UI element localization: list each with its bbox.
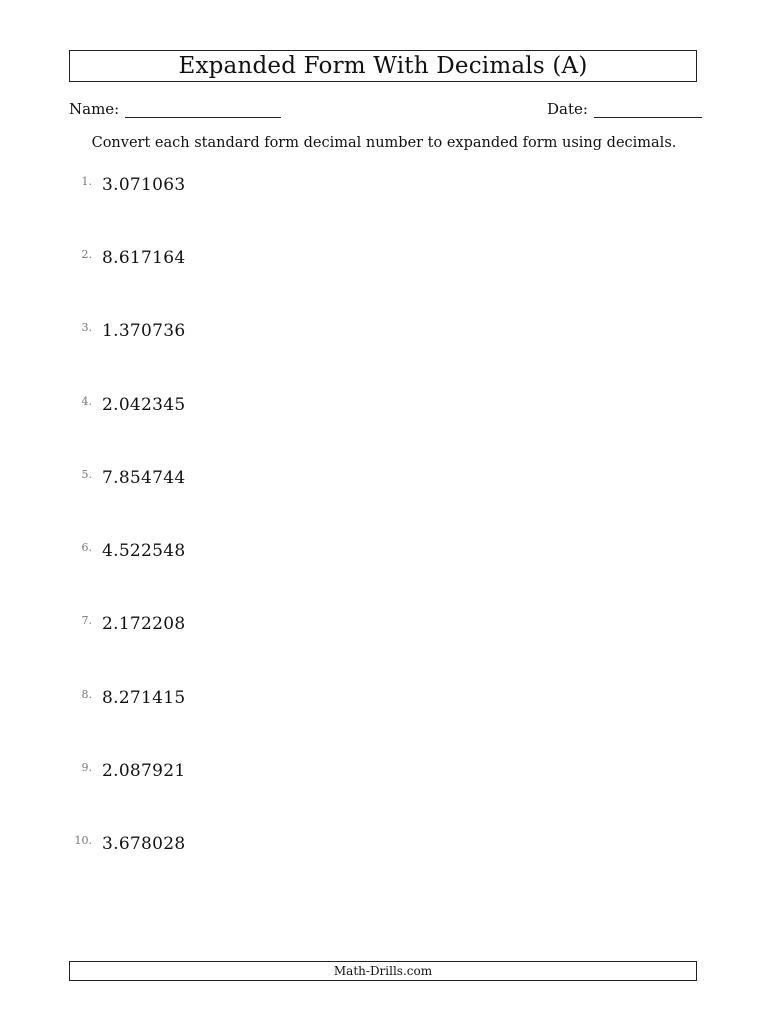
problem-item bbox=[0, 761, 400, 785]
problem-number: 4. bbox=[81, 395, 92, 408]
problem-item bbox=[0, 614, 400, 638]
title-box bbox=[69, 50, 697, 82]
problem-number: 7. bbox=[81, 614, 92, 627]
name-line[interactable] bbox=[125, 97, 281, 118]
problem-value: 4.522548 bbox=[102, 541, 186, 561]
footer-text: Math-Drills.com bbox=[333, 964, 433, 978]
date-field-group bbox=[547, 97, 702, 118]
problem-number: 3. bbox=[81, 321, 92, 334]
problem-number: 2. bbox=[81, 248, 92, 261]
problem-value: 2.042345 bbox=[102, 395, 186, 415]
problem-item bbox=[0, 468, 400, 492]
problem-value: 8.271415 bbox=[102, 688, 186, 708]
footer-box bbox=[69, 961, 697, 981]
problem-item bbox=[0, 321, 400, 345]
problem-value: 1.370736 bbox=[102, 321, 186, 341]
problem-value: 7.854744 bbox=[102, 468, 186, 488]
problem-value: 3.678028 bbox=[102, 834, 186, 854]
name-label: Name: bbox=[69, 100, 120, 118]
problem-number: 6. bbox=[81, 541, 92, 554]
problem-number: 9. bbox=[81, 761, 92, 774]
problem-number: 10. bbox=[74, 834, 92, 847]
problem-item bbox=[0, 688, 400, 712]
problem-item bbox=[0, 175, 400, 199]
problem-item bbox=[0, 248, 400, 272]
problem-number: 5. bbox=[81, 468, 92, 481]
problem-item bbox=[0, 541, 400, 565]
problem-item bbox=[0, 395, 400, 419]
problem-value: 2.172208 bbox=[102, 614, 186, 634]
date-label: Date: bbox=[547, 100, 588, 118]
problem-value: 2.087921 bbox=[102, 761, 186, 781]
name-field-group bbox=[69, 97, 281, 118]
problem-number: 1. bbox=[81, 175, 92, 188]
problem-value: 3.071063 bbox=[102, 175, 186, 195]
problem-item bbox=[0, 834, 400, 858]
problem-number: 8. bbox=[81, 688, 92, 701]
problem-value: 8.617164 bbox=[102, 248, 186, 268]
page-title: Expanded Form With Decimals (A) bbox=[178, 53, 588, 79]
date-line[interactable] bbox=[594, 97, 702, 118]
instructions: Convert each standard form decimal number to expanded form using decimals. bbox=[91, 135, 677, 151]
